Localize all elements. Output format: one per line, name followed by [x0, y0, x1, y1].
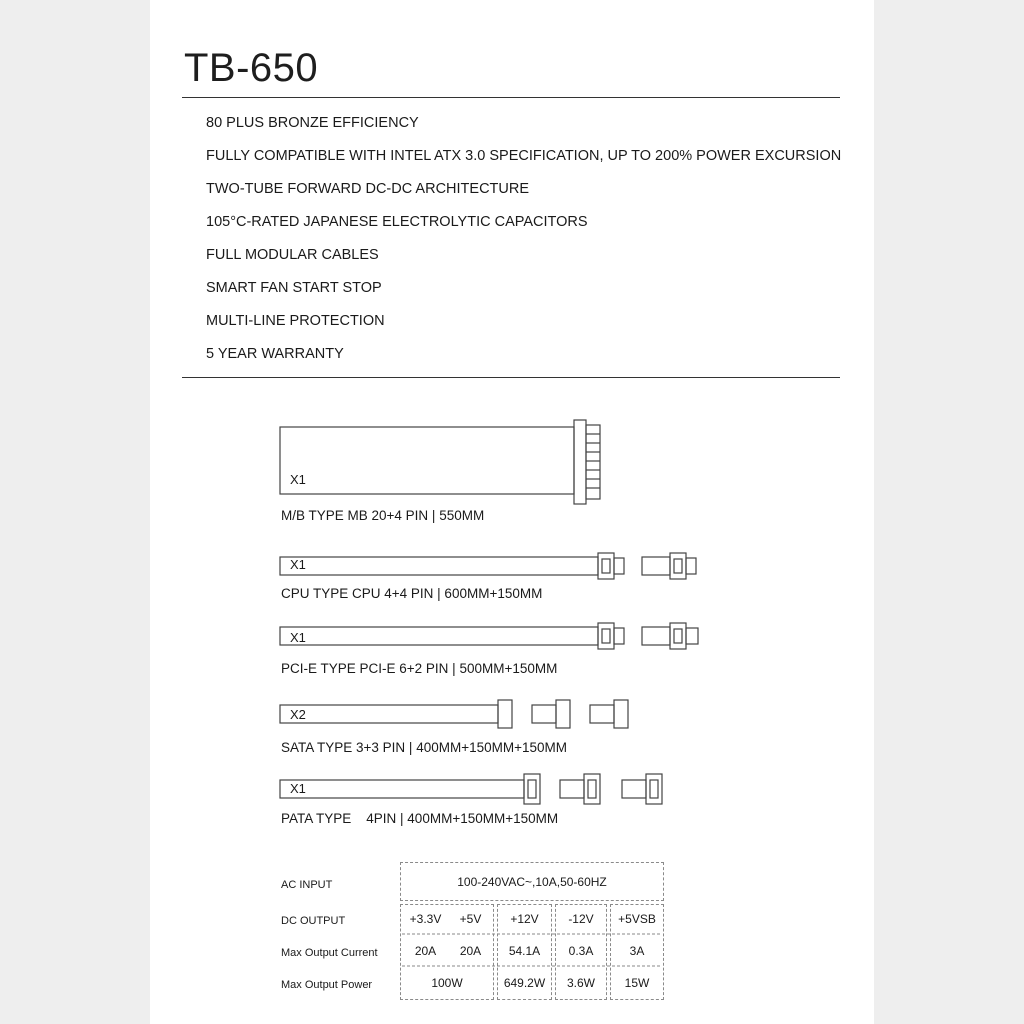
feature-item: MULTI-LINE PROTECTION [206, 313, 385, 329]
power-neg12v: 3.6W [566, 976, 595, 990]
dc-output-12v: +12V [510, 912, 539, 926]
dc-output-5v: +5V [459, 912, 482, 926]
cable-quantity: X1 [290, 472, 306, 487]
feature-item: FULL MODULAR CABLES [206, 247, 379, 263]
cable-quantity: X1 [290, 630, 306, 645]
cable-caption: SATA TYPE 3+3 PIN | 400MM+150MM+150MM [281, 740, 568, 755]
power-5vsb: 15W [624, 976, 650, 990]
current-5vsb: 3A [629, 944, 645, 958]
current-12v: 54.1A [508, 944, 541, 958]
cable-caption: M/B TYPE MB 20+4 PIN | 550MM [281, 508, 485, 523]
cable-caption: PATA TYPE 4PIN | 400MM+150MM+150MM [281, 811, 559, 826]
cable-caption: CPU TYPE CPU 4+4 PIN | 600MM+150MM [281, 586, 543, 601]
dc-output-3v3: +3.3V [409, 912, 442, 926]
power-12v: 649.2W [503, 976, 546, 990]
feature-item: 80 PLUS BRONZE EFFICIENCY [206, 115, 419, 131]
cable-quantity: X1 [290, 781, 306, 796]
current-5v: 20A [459, 944, 482, 958]
spec-label-dc-output: DC OUTPUT [281, 915, 346, 927]
dc-output-5vsb: +5VSB [618, 912, 656, 926]
spec-label-current: Max Output Current [281, 947, 378, 959]
current-neg12v: 0.3A [568, 944, 594, 958]
cable-quantity: X1 [290, 557, 306, 572]
feature-item: 105°C-RATED JAPANESE ELECTROLYTIC CAPACITORS [206, 214, 588, 230]
spec-label-power: Max Output Power [281, 979, 373, 991]
cable-caption: PCI-E TYPE PCI-E 6+2 PIN | 500MM+150MM [281, 661, 558, 676]
feature-item: 5 YEAR WARRANTY [206, 346, 344, 362]
dc-output-neg12v: -12V [568, 912, 594, 926]
product-title: TB-650 [184, 46, 319, 90]
current-3v3: 20A [414, 944, 437, 958]
spec-label-ac-input: AC INPUT [281, 879, 333, 891]
power-3v3-5v: 100W [431, 976, 463, 990]
feature-item: SMART FAN START STOP [206, 280, 382, 296]
cable-quantity: X2 [290, 707, 306, 722]
ac-input-value: 100-240VAC~,10A,50-60HZ [457, 874, 607, 889]
feature-item: FULLY COMPATIBLE WITH INTEL ATX 3.0 SPECIFICATION, UP TO 200% POWER EXCURSION [206, 148, 842, 164]
feature-item: TWO-TUBE FORWARD DC-DC ARCHITECTURE [206, 181, 530, 197]
